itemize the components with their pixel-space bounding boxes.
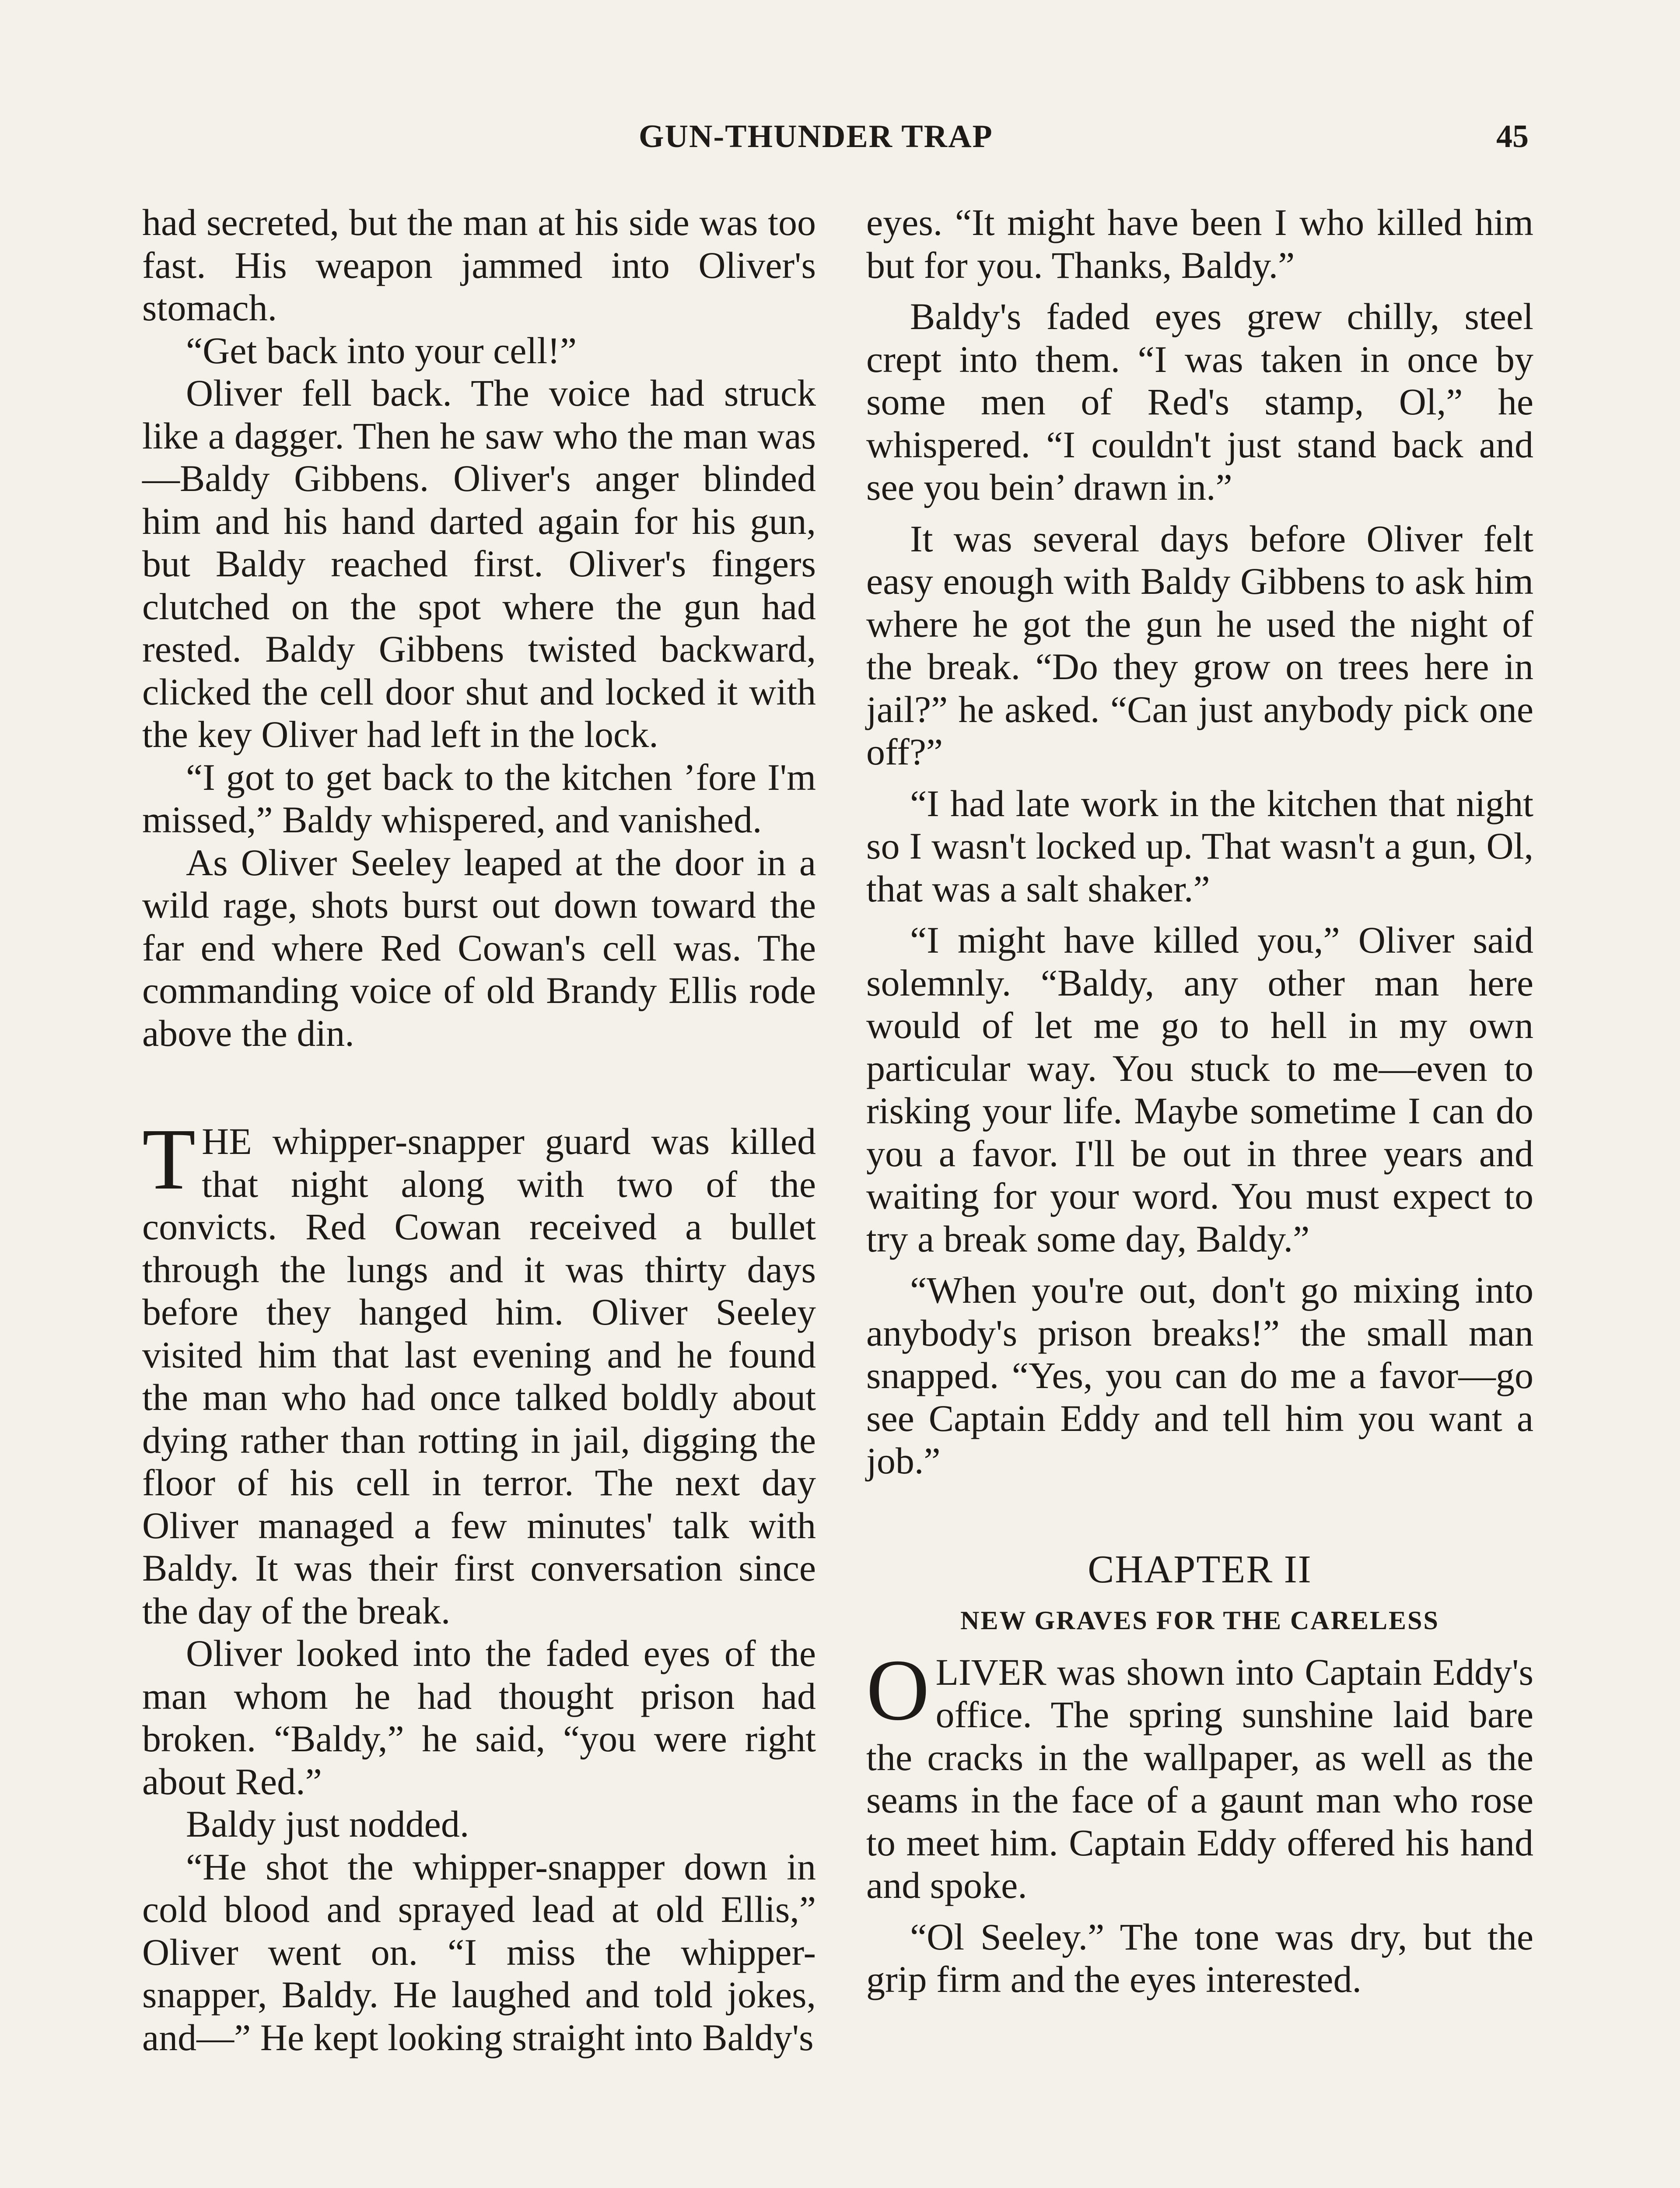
right-column	[866, 201, 1533, 2001]
paragraph: “Ol Seeley.” The tone was dry, but the grip firm and the eyes interested.	[866, 1915, 1533, 2000]
paragraph: “I might have killed you,” Oliver said solemnly. “Baldy, any other man here would of let me go to hell in my own particular way. You stuck to me—even to risking your life. Maybe sometime I can do you a favor. I'll be out in three years and waiting for your word. You must expect to try a break some day, Baldy.”	[866, 919, 1533, 1260]
paragraph: eyes. “It might have been I who killed him but for you. Thanks, Baldy.”	[866, 201, 1533, 286]
running-title: GUN-THUNDER TRAP	[639, 119, 993, 154]
paragraph: “I got to get back to the kitchen ’fore I'm missed,” Baldy whispered, and vanished.	[142, 756, 816, 841]
chapter-opening-paragraph	[866, 1641, 1533, 1907]
paragraph: Oliver looked into the faded eyes of the man whom he had thought prison had broken. “Baldy,” he said, “you were right about Red.”	[142, 1632, 816, 1802]
paragraph: had secreted, but the man at his side was too fast. His weapon jammed into Oliver's stomach.	[142, 201, 816, 329]
paragraph: As Oliver Seeley leaped at the door in a wild rage, shots burst out down toward the far end where Red Cowan's cell was. The commanding voice of old Brandy Ellis rode above the din.	[142, 841, 816, 1054]
paragraph: “Get back into your cell!”	[186, 329, 577, 372]
chapter-title: CHAPTER II	[1088, 1547, 1312, 1591]
section-opening-paragraph	[142, 1111, 816, 1632]
page-number: 45	[1496, 119, 1529, 154]
chapter-subtitle: NEW GRAVES FOR THE CARELESS	[960, 1606, 1439, 1635]
paragraph: Baldy's faded eyes grew chilly, steel crept into them. “I was taken in once by some men of Red's stamp, Ol,” he whispered. “I couldn't just stand back and see you bein’ drawn in.”	[866, 295, 1533, 508]
left-column	[142, 201, 816, 2059]
paragraph-text: LIVER was shown into Captain Eddy's office. The spring sunshine laid bare the cracks in the wallpaper, as well as the seams in the face of a gaunt man who rose to meet him. Captain Eddy offered his hand and spoke.	[866, 1651, 1533, 1906]
paragraph: Oliver fell back. The voice had struck like a dagger. Then he saw who the man was—Baldy Gibbens. Oliver's anger blinded him and his hand darted again for his gun, but Baldy reached first. Oliver's fingers clutched on the spot where the gun had rested. Baldy Gibbens twisted backward, clicked the cell door shut and locked it with the key Oliver had left in the lock.	[142, 372, 816, 755]
paragraph: “He shot the whipper-snapper down in cold blood and sprayed lead at old Ellis,” Oliver went on. “I miss the whipper-snapper, Baldy. He laughed and told jokes, and—” He kept looking straight into Baldy's	[142, 1845, 816, 2058]
drop-cap: O	[866, 1641, 930, 1739]
paragraph-text: HE whipper-snapper guard was killed that night along with two of the convicts. Red Cowan received a bullet through the lungs and it was thirty days before they hanged him. Oliver Seeley visited him that last evening and he found the man who had once talked boldly about dying rather than rotting in jail, digging the floor of his cell in terror. The next day Oliver managed a few minutes' talk with Baldy. It was their first conversation since the day of the break.	[142, 1120, 816, 1632]
paragraph: Baldy just nodded.	[186, 1803, 469, 1845]
paragraph: It was several days before Oliver felt easy enough with Baldy Gibbens to ask him where he got the gun he used the night of the break. “Do they grow on trees here in jail?” he asked. “Can just anybody pick one off?”	[866, 517, 1533, 773]
paragraph: “I had late work in the kitchen that night so I wasn't locked up. That wasn't a gun, Ol, that was a salt shaker.”	[866, 782, 1533, 910]
paragraph: “When you're out, don't go mixing into anybody's prison breaks!” the small man snapped. “Yes, you can do me a favor—go see Captain Eddy and tell him you want a job.”	[866, 1269, 1533, 1482]
drop-cap: T	[142, 1111, 196, 1208]
